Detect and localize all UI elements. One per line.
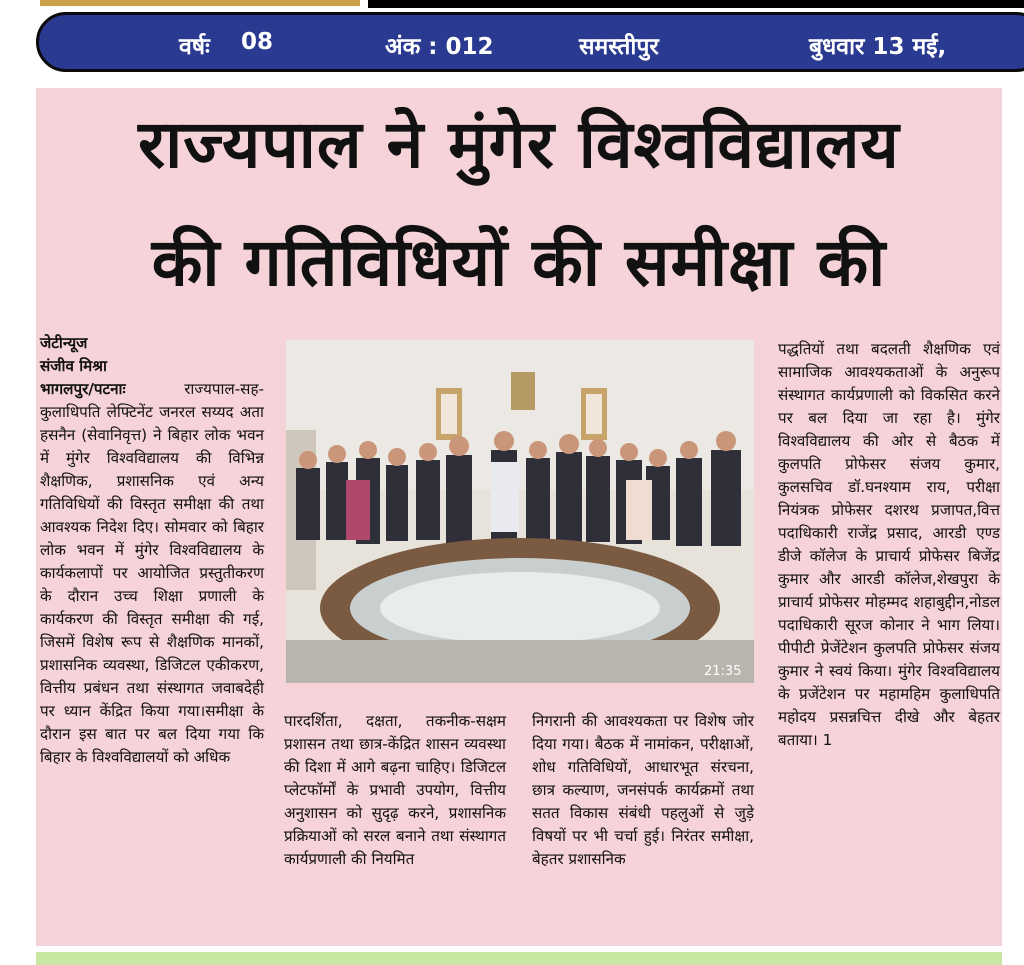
year-value: 08 [241,29,274,55]
meeting-photo [286,340,754,683]
city-name: समस्तीपुर [579,34,659,60]
news-article [36,88,1002,946]
top-black-rule [368,0,1024,8]
column-3-text: निगरानी की आवश्यकता पर विशेष जोर दिया गया। बैठक में नामांकन, परीक्षाओं, शोध गतिविधियों, आधारभूत संरचना, छात्र कल्याण, जनसंपर्क कार्यक्रमों तथा सतत विकास संबंधी पहलुओं से जुड़े विषयों पर भी चर्चा हुई। निरंतर समीक्षा, बेहतर प्रशासनिक [532,712,754,868]
headline-line-2: की गतिविधियों की समीक्षा की [151,224,887,301]
right-margin [1012,88,1024,946]
headline-line-1: राज्यपाल ने मुंगेर विश्वविद्यालय [138,106,900,183]
article-column-2 [284,710,506,938]
photo-timestamp: 21:35 [704,664,742,679]
bottom-decorative-strip [36,952,1002,965]
agency-byline: जेटीन्यूज [40,334,88,352]
dateline: भागलपुर/पटनाः [40,380,126,398]
issue-date: बुधवार 13 मई, [809,34,947,60]
masthead-banner [36,12,1024,72]
column-4-text: पद्धतियों तथा बदलती शैक्षणिक एवं सामाजिक आवश्यकताओं के अनुरूप संस्थागत कार्यप्रणाली को विकसित करने पर बल दिया जा रहा है। मुंगेर विश्वविद्यालय की ओर से बैठक में कुलपति प्रोफेसर संजय कुमार, कुलसचिव डॉ.घनश्याम राय, परीक्षा नियंत्रक प्रोफेसर दशरथ प्रजापत,वित्त पदाधिकारी राजेंद्र प्रसाद, आरडी एण्ड डीजे कॉलेज के प्राचार्य प्रोफेसर बिजेंद्र कुमार और आरडी कॉलेज,शेखपुरा के प्राचार्य प्रोफेसर मोहम्मद शहाबुद्दीन,नोडल पदाधिकारी सूरज कोनार ने भाग लिया। पीपीटी प्रेजेंटेशन कुलपति प्रोफेसर संजय कुमार ने स्वयं किया। मुंगेर विश्वविद्यालय के प्रजेंटेशन पर महामहिम कुलाधिपति महोदय प्रसन्नचित्त दीखे और बेहतर बताया। 1 [778,340,1000,749]
meeting-photo-image [286,340,754,683]
issue-label: अंक : 012 [385,34,494,60]
column-2-text: पारदर्शिता, दक्षता, तकनीक-सक्षम प्रशासन तथा छात्र-केंद्रित शासन व्यवस्था की दिशा में आगे बढ़ना चाहिए। डिजिटल प्लेटफॉर्मों के प्रभावी उपयोग, वित्तीय अनुशासन को सुदृढ़ करने, प्रशासनिक प्रक्रियाओं को सरल बनाने तथा संस्थागत कार्यप्रणाली की नियमित [284,712,506,868]
column-1-text: राज्यपाल-सह-कुलाधिपति लेफ्टिनेंट जनरल सय्यद अता हसनैन (सेवानिवृत्त) ने बिहार लोक भवन में मुंगेर विश्वविद्यालय की विभिन्न शैक्षणिक, प्रशासनिक एवं अन्य गतिविधियों की विस्तृत समीक्षा की तथा आवश्यक निदेश दिए। सोमवार को बिहार लोक भवन में मुंगेर विश्वविद्यालय के कार्यकलापों पर आयोजित प्रस्तुतीकरण के दौरान उच्च शिक्षा प्रणाली के कार्यकरण की विस्तृत समीक्षा की गई, जिसमें विशेष रूप से शैक्षणिक मानकों, प्रशासनिक व्यवस्था, डिजिटल एकीकरण, वित्तीय प्रबंधन तथा संस्थागत जवाबदेही पर ध्यान केंद्रित किया गया।समीक्षा के दौरान इस बात पर बल दिया गया कि बिहार के विश्वविद्यालयों को अधिक [40,380,264,766]
article-column-4 [778,338,1000,938]
article-column-3 [532,710,754,938]
year-label: वर्षः [179,34,210,60]
article-column-1 [40,332,264,932]
reporter-byline: संजीव मिश्रा [40,357,107,375]
top-decorative-strip [40,0,360,6]
